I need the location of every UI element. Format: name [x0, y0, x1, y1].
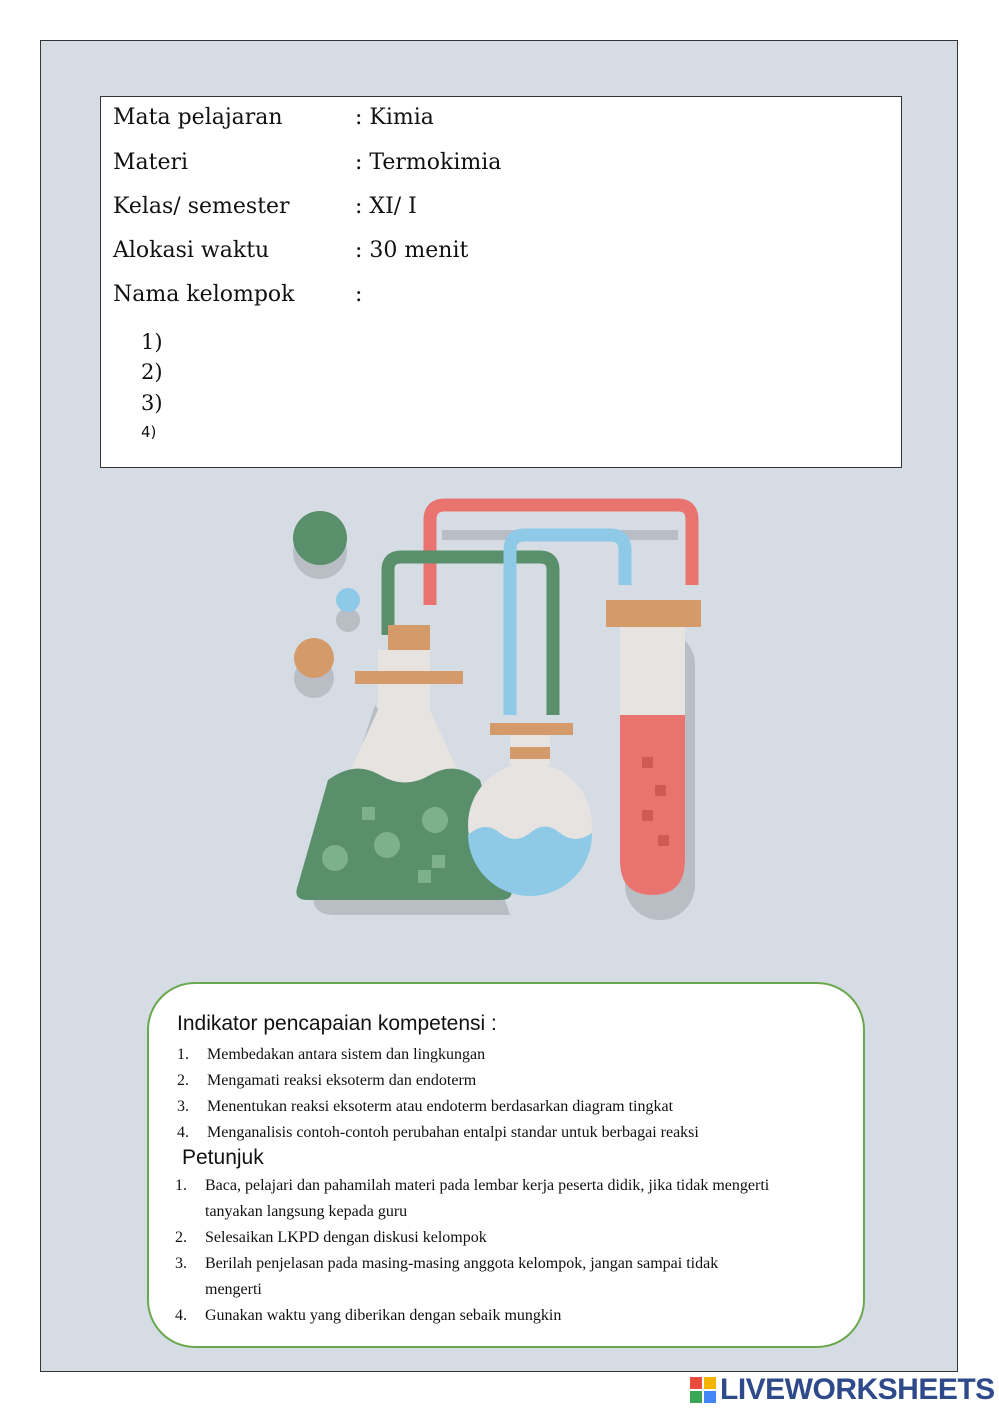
list-text: Berilah penjelasan pada masing-masing anggota kelompok, jangan sampai tidak: [205, 1255, 719, 1272]
group-member-3: 3): [141, 391, 163, 415]
list-number: 2.: [177, 1072, 189, 1089]
list-number: 1.: [175, 1177, 187, 1194]
info-label: Alokasi waktu: [113, 238, 270, 263]
info-label: Mata pelajaran: [113, 105, 283, 130]
list-number: 1.: [177, 1046, 189, 1063]
list-text: Selesaikan LKPD dengan diskusi kelompok: [205, 1229, 487, 1246]
list-text: Baca, pelajari dan pahamilah materi pada lembar kerja peserta didik, jika tidak mengerti: [205, 1177, 770, 1194]
info-value: : 30 menit: [355, 238, 469, 263]
chemistry-lab-glassware-icon: [280, 495, 720, 935]
info-label: Materi: [113, 150, 189, 175]
list-number: 4.: [175, 1307, 187, 1324]
header-info-box: [100, 96, 902, 468]
list-text: Mengamati reaksi eksoterm dan endoterm: [207, 1072, 477, 1089]
list-text: Gunakan waktu yang diberikan dengan sebaik mungkin: [205, 1307, 562, 1324]
list-number: 3.: [175, 1255, 187, 1272]
info-value: : Termokimia: [355, 150, 502, 175]
info-value: :: [355, 282, 363, 307]
list-number: 3.: [177, 1098, 189, 1115]
list-text-continued: tanyakan langsung kepada guru: [205, 1203, 408, 1220]
list-text-continued: mengerti: [205, 1281, 262, 1298]
list-number: 2.: [175, 1229, 187, 1246]
info-label: Nama kelompok: [113, 282, 295, 307]
indicator-instructions-box: [147, 982, 865, 1348]
liveworksheets-logo-icon: [690, 1377, 716, 1403]
liveworksheets-brand[interactable]: [690, 1373, 995, 1407]
group-member-4: 4): [141, 423, 157, 441]
indicator-title: Indikator pencapaian kompetensi :: [177, 1012, 497, 1035]
group-member-2: 2): [141, 360, 163, 384]
brand-wordmark: LIVEWORKSHEETS: [720, 1373, 995, 1406]
group-member-1: 1): [141, 330, 163, 354]
info-value: : Kimia: [355, 105, 434, 130]
list-text: Menentukan reaksi eksoterm atau endoterm berdasarkan diagram tingkat: [207, 1098, 674, 1115]
list-text: Menganalisis contoh-contoh perubahan entalpi standar untuk berbagai reaksi: [207, 1124, 699, 1141]
info-label: Kelas/ semester: [113, 194, 290, 219]
list-text: Membedakan antara sistem dan lingkungan: [207, 1046, 486, 1063]
instructions-title: Petunjuk: [182, 1146, 264, 1169]
info-value: : XI/ I: [355, 194, 417, 219]
list-number: 4.: [177, 1124, 189, 1141]
